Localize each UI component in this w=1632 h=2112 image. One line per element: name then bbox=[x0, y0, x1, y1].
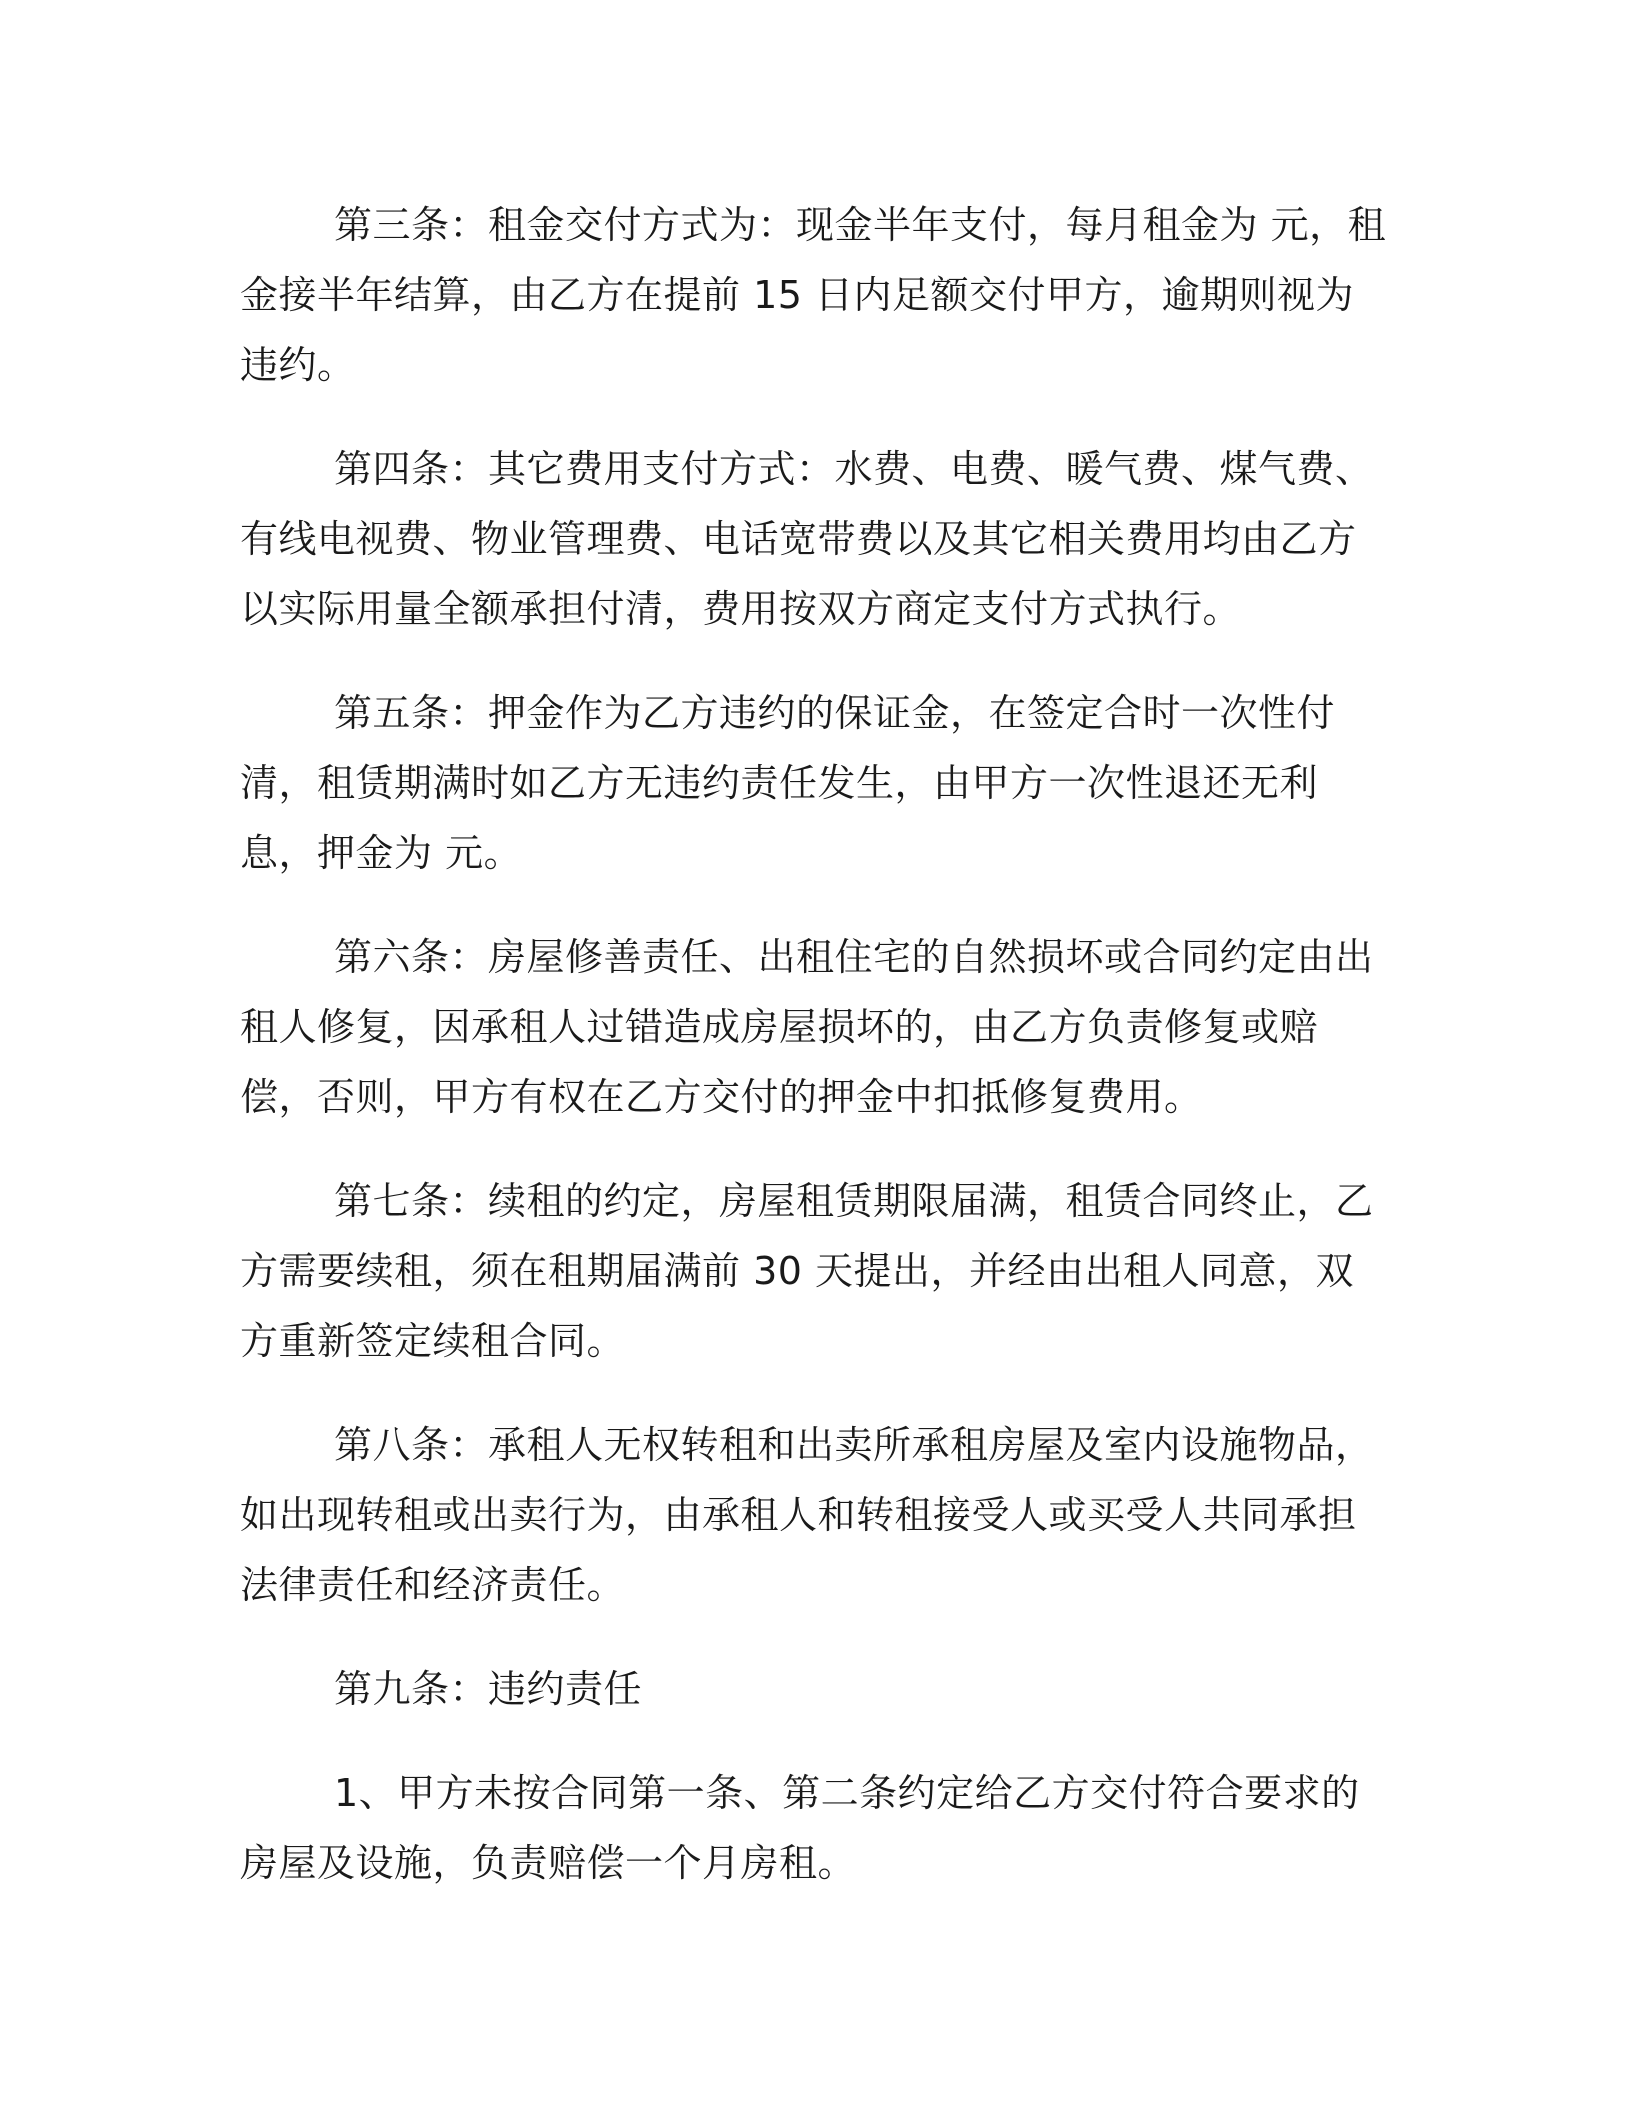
clause-9-heading: 第九条：违约责任 bbox=[334, 1667, 643, 1711]
clause-6-repair-responsibility: 第六条：房屋修善责任、出租住宅的自然损坏或合同约定由出租人修复，因承租人过错造成房屋损坏的，由乙方负责修复或赔偿，否则，甲方有权在乙方交付的押金中扣抵修复费用。 bbox=[240, 935, 1374, 1119]
clause-9-item-1: 1、甲方未按合同第一条、第二条约定给乙方交付符合要求的房屋及设施，负责赔偿一个月房租。 bbox=[240, 1771, 1360, 1885]
clause-8-subletting: 第八条：承租人无权转租和出卖所承租房屋及室内设施物品，如出现转租或出卖行为，由承租人和转租接受人或买受人共同承担法律责任和经济责任。 bbox=[240, 1423, 1374, 1607]
clause-3-rent-payment: 第三条：租金交付方式为：现金半年支付，每月租金为 元，租金接半年结算，由乙方在提前 15 日内足额交付甲方，逾期则视为违约。 bbox=[240, 203, 1387, 387]
clause-5-deposit: 第五条：押金作为乙方违约的保证金，在签定合时一次性付清，租赁期满时如乙方无违约责任发生，由甲方一次性退还无利息，押金为 元。 bbox=[240, 691, 1336, 875]
clause-4-other-fees: 第四条：其它费用支付方式：水费、电费、暖气费、煤气费、有线电视费、物业管理费、电话宽带费以及其它相关费用均由乙方以实际用量全额承担付清，费用按双方商定支付方式执行。 bbox=[240, 447, 1374, 631]
document-page bbox=[240, 190, 1390, 1932]
clause-7-lease-renewal: 第七条：续租的约定，房屋租赁期限届满，租赁合同终止，乙方需要续租，须在租期届满前 30 天提出，并经由出租人同意，双方重新签定续租合同。 bbox=[240, 1179, 1374, 1363]
